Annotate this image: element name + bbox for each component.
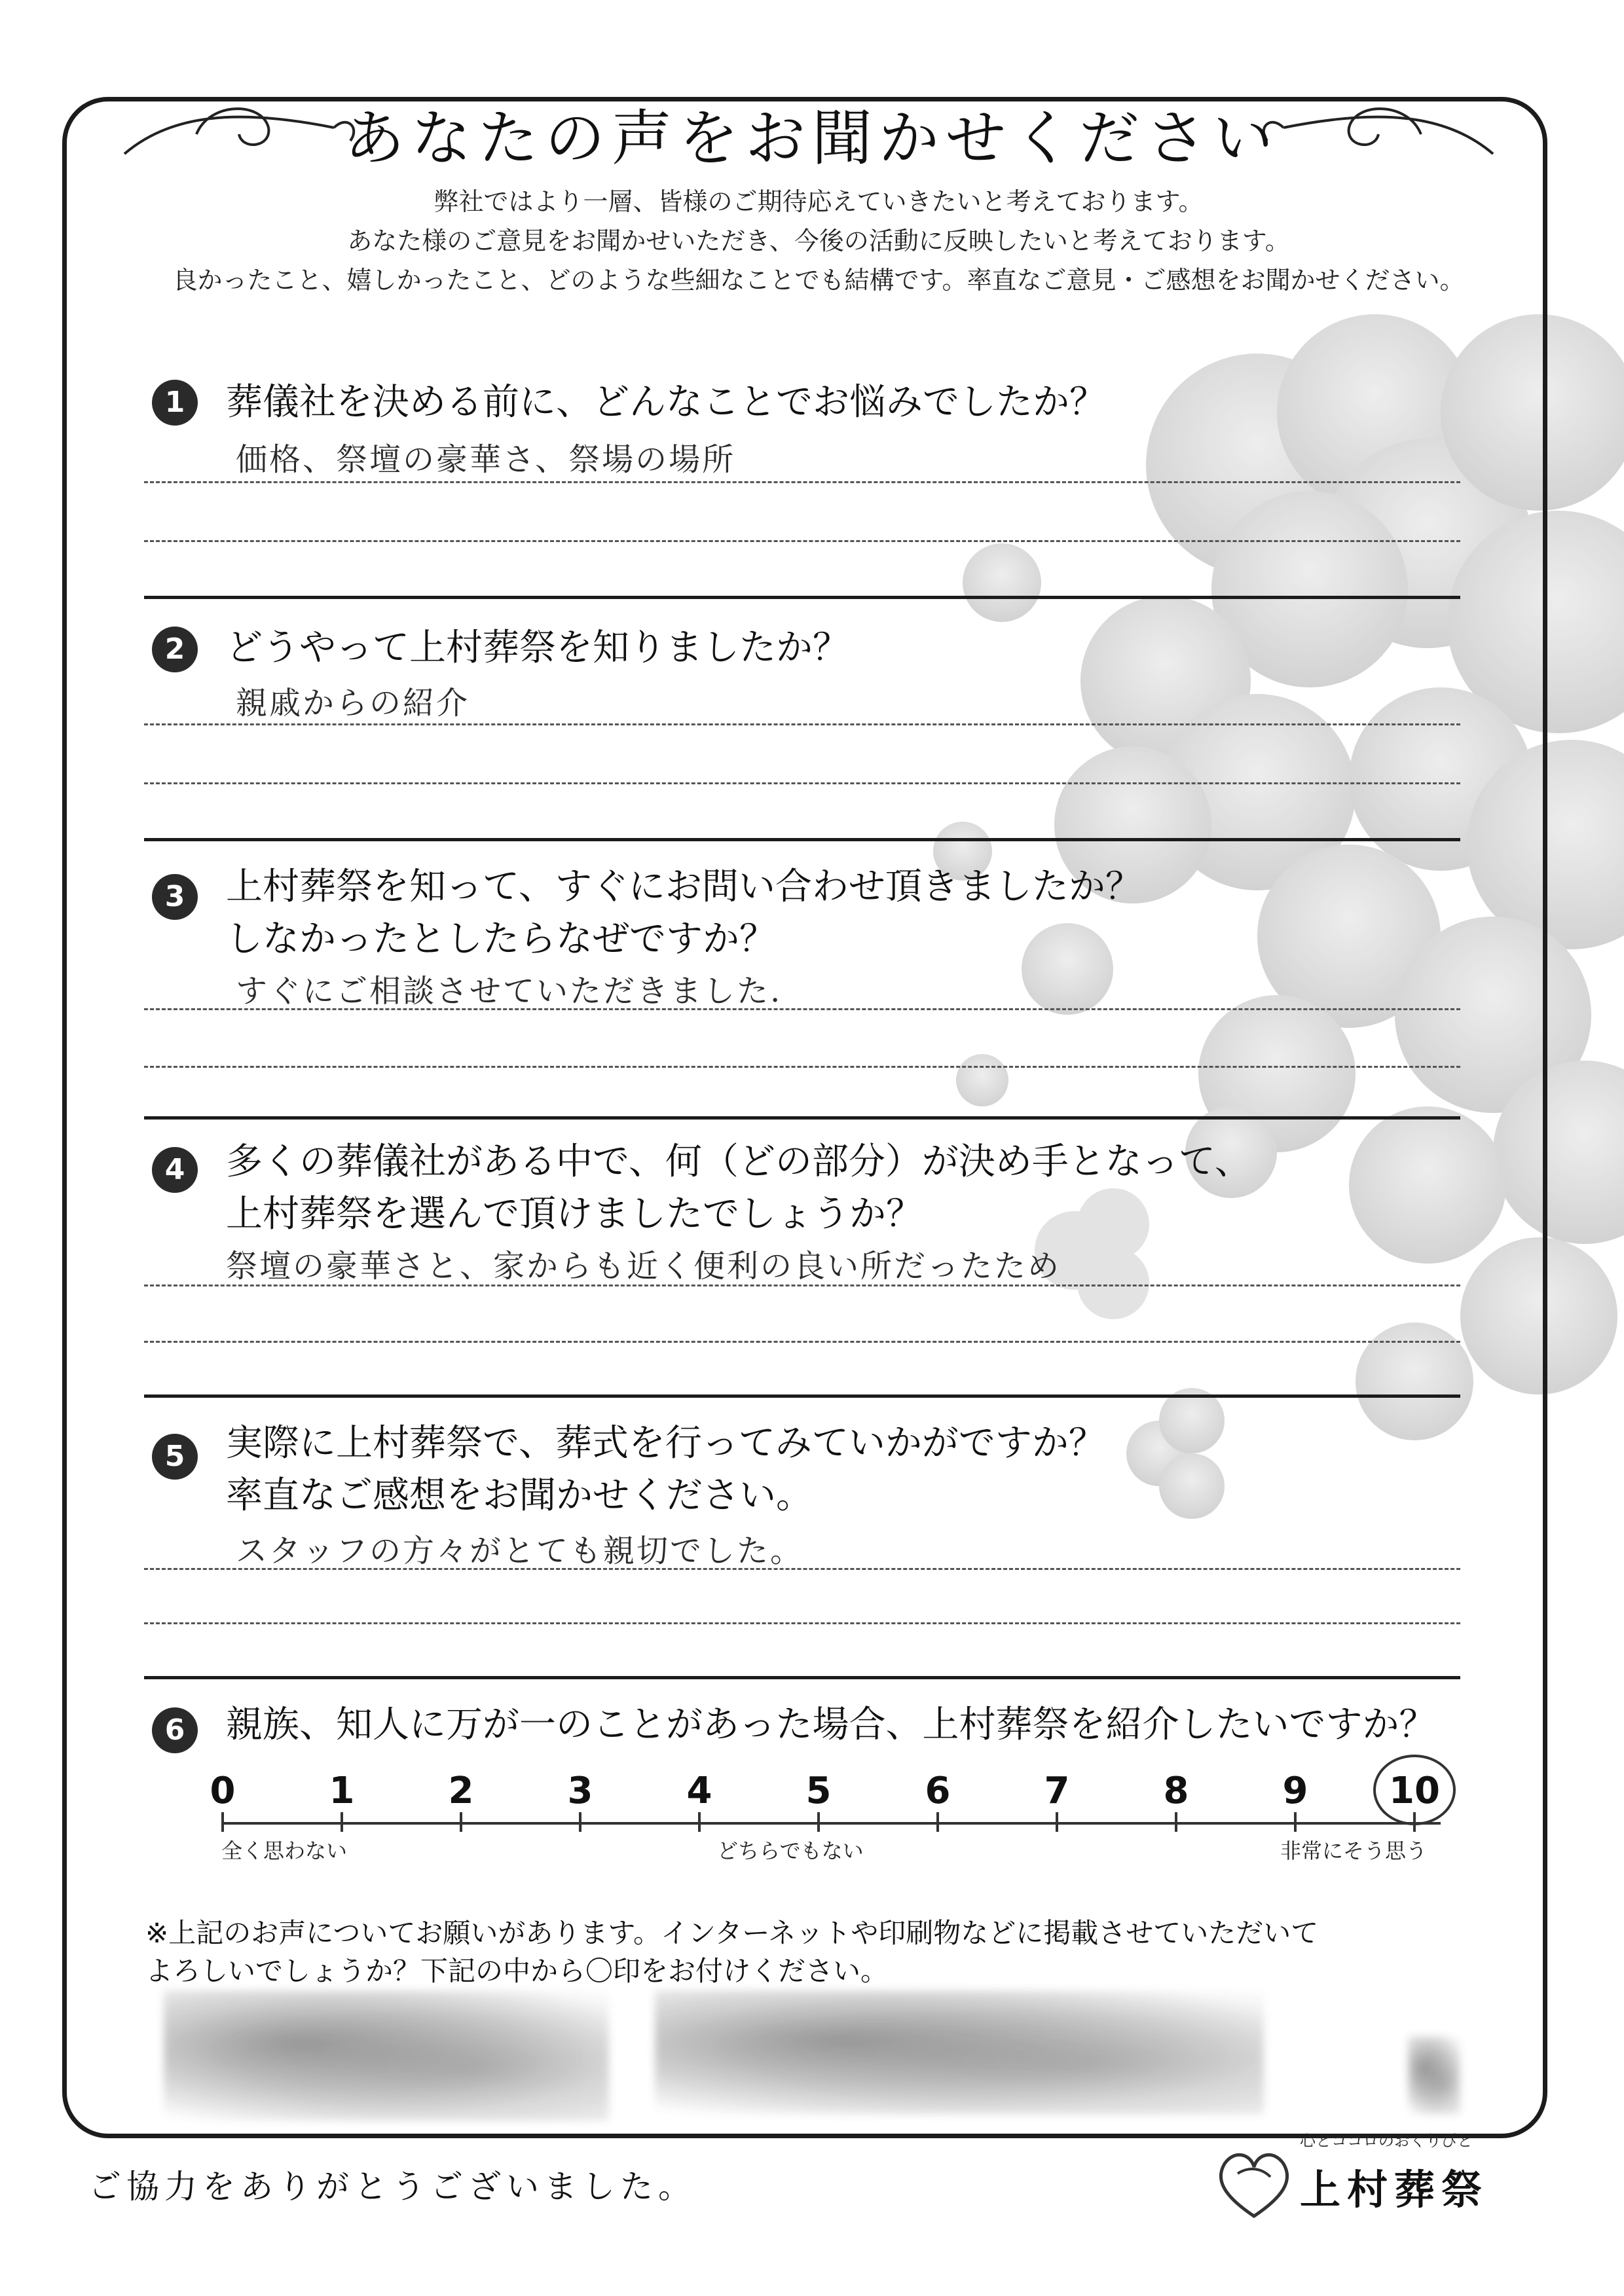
logo-company-name: 上村葬祭 xyxy=(1300,2166,1489,2214)
scale-number-1[interactable]: 1 xyxy=(329,1770,355,1812)
redacted-option-center xyxy=(655,1990,1264,2115)
answer-line xyxy=(144,481,1460,483)
question-5-text-line-2: 率直なご感想をお聞かせください。 xyxy=(226,1474,813,1517)
answer-1-handwritten[interactable]: 価格、祭壇の豪華さ、祭場の場所 xyxy=(236,441,736,478)
scale-number-8[interactable]: 8 xyxy=(1163,1770,1189,1812)
answer-line xyxy=(144,1568,1460,1570)
section-divider xyxy=(144,1676,1460,1679)
question-6-number-badge: 6 xyxy=(152,1707,198,1753)
section-divider xyxy=(144,838,1460,841)
intro-line-2: あなた様のご意見をお聞かせいただき、今後の活動に反映したいと考えております。 xyxy=(347,227,1290,255)
scale-tick xyxy=(1294,1812,1297,1832)
rating-scale-line xyxy=(223,1822,1441,1825)
scale-tick xyxy=(341,1812,343,1832)
scale-number-2[interactable]: 2 xyxy=(448,1770,474,1812)
scale-label-high: 非常にそう思う xyxy=(1280,1838,1428,1863)
intro-line-1: 弊社ではより一層、皆様のご期待応えていきたいと考えております。 xyxy=(434,187,1204,216)
section-divider xyxy=(144,1116,1460,1120)
answer-line xyxy=(144,1008,1460,1010)
scale-number-10[interactable]: 10 xyxy=(1389,1770,1440,1812)
question-3-text-line-2: しなかったとしたらなぜですか？ xyxy=(226,918,776,960)
publication-note-line-2: よろしいでしょうか？下記の中から〇印をお付けください。 xyxy=(145,1955,889,1987)
question-1-number-badge: 1 xyxy=(152,380,198,426)
answer-4-handwritten[interactable]: 祭壇の豪華さと、家からも近く便利の良い所だったため xyxy=(226,1248,1061,1285)
page-title: あなたの声をお聞かせください xyxy=(344,103,1280,173)
redacted-option-left xyxy=(164,1990,609,2121)
scale-number-0[interactable]: 0 xyxy=(210,1770,236,1812)
scale-tick xyxy=(936,1812,939,1832)
intro-line-3: 良かったこと、嬉しかったこと、どのような些細なことでも結構です。率直なご意見・ご感想をお聞かせください。 xyxy=(172,266,1465,295)
scale-number-9[interactable]: 9 xyxy=(1282,1770,1308,1812)
scale-tick xyxy=(698,1812,701,1832)
question-2-text: どうやって上村葬祭を知りましたか？ xyxy=(226,627,849,669)
question-5-number-badge: 5 xyxy=(152,1434,198,1480)
scale-tick xyxy=(579,1812,581,1832)
heart-icon xyxy=(1211,2144,1297,2223)
publication-note-line-1: ※上記のお声についてお願いがあります。インターネットや印刷物などに掲載させていただいて xyxy=(145,1917,1319,1949)
selected-rating-circle xyxy=(1373,1755,1456,1825)
question-1-text: 葬儀社を決める前に、どんなことでお悩みでしたか？ xyxy=(226,381,1106,424)
question-4-text-line-1: 多くの葬儀社がある中で、何（どの部分）が決め手となって、 xyxy=(226,1140,1251,1183)
answer-5-handwritten[interactable]: スタッフの方々がとても親切でした。 xyxy=(236,1533,804,1569)
scale-number-4[interactable]: 4 xyxy=(686,1770,712,1812)
question-3-text-line-1: 上村葬祭を知って、すぐにお問い合わせ頂きましたか？ xyxy=(226,866,1142,908)
scale-tick xyxy=(221,1812,224,1832)
company-logo xyxy=(1205,2128,1506,2232)
scale-label-low: 全く思わない xyxy=(221,1838,348,1863)
scale-tick xyxy=(460,1812,462,1832)
answer-line xyxy=(144,1285,1460,1286)
scale-number-3[interactable]: 3 xyxy=(567,1770,593,1812)
answer-3-handwritten[interactable]: すぐにご相談させていただきました. xyxy=(236,973,783,1010)
answer-line xyxy=(144,1066,1460,1068)
scale-tick xyxy=(817,1812,820,1832)
answer-line xyxy=(144,723,1460,725)
scale-tick xyxy=(1175,1812,1177,1832)
question-2-number-badge: 2 xyxy=(152,627,198,672)
answer-line xyxy=(144,782,1460,784)
question-4-number-badge: 4 xyxy=(152,1147,198,1193)
answer-2-handwritten[interactable]: 親戚からの紹介 xyxy=(236,685,470,721)
question-5-text-line-1: 実際に上村葬祭で、葬式を行ってみていかがですか？ xyxy=(226,1422,1105,1465)
scale-number-7[interactable]: 7 xyxy=(1044,1770,1070,1812)
question-3-number-badge: 3 xyxy=(152,874,198,920)
scale-label-mid: どちらでもない xyxy=(717,1838,864,1863)
question-4-text-line-2: 上村葬祭を選んで頂けましたでしょうか？ xyxy=(226,1193,923,1235)
scale-number-6[interactable]: 6 xyxy=(925,1770,951,1812)
answer-line xyxy=(144,540,1460,542)
scale-tick xyxy=(1056,1812,1058,1832)
section-divider xyxy=(144,1394,1460,1398)
answer-line xyxy=(144,1622,1460,1624)
logo-tagline: 心とココロのおくりびと xyxy=(1300,2132,1473,2150)
thank-you-message: ご協力をありがとうございました。 xyxy=(88,2168,696,2206)
answer-line xyxy=(144,1341,1460,1343)
question-6-text: 親族、知人に万が一のことがあった場合、上村葬祭を紹介したいですか？ xyxy=(226,1704,1436,1746)
redacted-option-right xyxy=(1408,2036,1460,2115)
scale-number-5[interactable]: 5 xyxy=(805,1770,832,1812)
section-divider xyxy=(144,596,1460,599)
